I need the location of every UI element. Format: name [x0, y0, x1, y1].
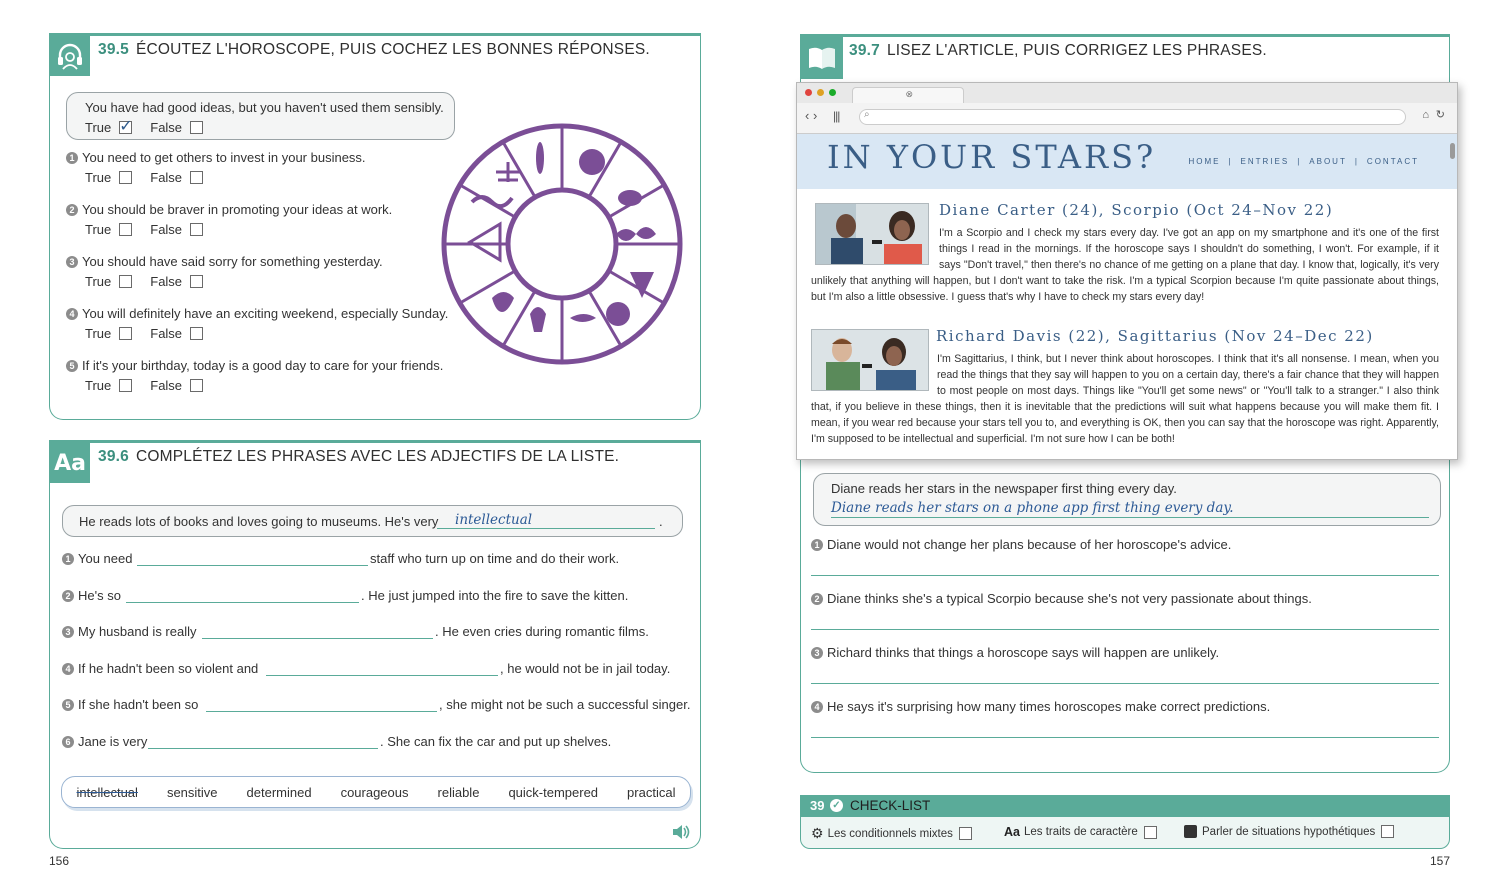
- word-bank: [61, 776, 691, 808]
- word-bank-item: courageous: [340, 784, 409, 800]
- item-number: 1: [62, 553, 74, 565]
- word-bank-item: quick-tempered: [508, 784, 599, 800]
- word-bank-item: determined: [246, 784, 312, 800]
- item-number: 6: [62, 736, 74, 748]
- exercise-39-5: [49, 33, 701, 420]
- nav-link-contact[interactable]: CONTACT: [1366, 157, 1419, 166]
- nav-link-home[interactable]: HOME: [1188, 157, 1221, 166]
- search-icon: ⌕: [864, 109, 870, 120]
- answer-blank[interactable]: [148, 748, 378, 749]
- answer-blank[interactable]: [126, 602, 359, 603]
- entry-text: I'm a Scorpio and I check my stars every day. I've got an app on my smartphone and it's one of the first things I read in the mornings. If the horoscope says I shouldn't do something, I won't. For example, if it says "Don't travel," then there's no chance of me getting on a plane that day. I know that, logically, it's very unlikely that anything will happen, but I don't want to take the risk. I'm a typical Scorpion because I'm quite passionate about things, but I'm also a little obsessive. I guess that's why I have to check my stars every day!: [811, 227, 1439, 303]
- item-number: 3: [811, 647, 823, 659]
- item-number: 4: [66, 308, 78, 320]
- nav-separator: |: [1297, 157, 1302, 166]
- item-number: 1: [66, 152, 78, 164]
- browser-window: [796, 82, 1458, 460]
- correction-statement: 2 Diane thinks she's a typical Scorpio because she's not very passionate about things.: [811, 591, 1312, 606]
- checkmark-icon: ✓: [119, 116, 133, 135]
- correction-statement: 3 Richard thinks that things a horoscope says will happen are unlikely.: [811, 645, 1219, 660]
- checklist-item: Aa Les traits de caractère: [1004, 825, 1157, 839]
- entry-name: Diane Carter (24), Scorpio (Oct 24–Nov 22): [939, 201, 1334, 219]
- true-checkbox[interactable]: [119, 379, 132, 392]
- true-false-row: True False: [85, 222, 203, 237]
- item-number: 2: [62, 590, 74, 602]
- check-circle-icon: ✓: [830, 799, 843, 812]
- example-correction-line: [831, 517, 1429, 518]
- example-sentence: He reads lots of books and loves going to museums. He's very: [79, 514, 439, 529]
- example-statement: You have had good ideas, but you haven't used them sensibly.: [85, 100, 444, 115]
- fill-sentence-start: 5 If she hadn't been so: [62, 697, 198, 712]
- exercise-title: 39.7 LISEZ L'ARTICLE, PUIS CORRIGEZ LES PHRASES.: [849, 42, 1267, 59]
- item-number: 2: [811, 593, 823, 605]
- example-box: [813, 473, 1441, 526]
- browser-tab[interactable]: [852, 87, 964, 104]
- item-number: 3: [62, 626, 74, 638]
- example-true-checkbox[interactable]: [119, 116, 133, 135]
- answer-line[interactable]: [811, 737, 1439, 738]
- checklist-item: ⚙ Les conditionnels mixtes: [811, 825, 972, 842]
- example-statement: Diane reads her stars in the newspaper first thing every day.: [831, 481, 1177, 496]
- answer-line[interactable]: [811, 629, 1439, 630]
- answer-blank[interactable]: [202, 638, 433, 639]
- book-icon: [801, 37, 843, 79]
- home-icon[interactable]: ⌂: [1422, 109, 1429, 121]
- fill-sentence-end: staff who turn up on time and do their work.: [370, 551, 620, 566]
- true-false-row: True False: [85, 326, 203, 341]
- answer-line[interactable]: [811, 683, 1439, 684]
- true-false-row: True False: [85, 274, 203, 289]
- close-dot-icon[interactable]: [805, 89, 812, 96]
- word-bank-item: reliable: [437, 784, 480, 800]
- item-number: 5: [62, 699, 74, 711]
- browser-titlebar: [797, 83, 1457, 103]
- scrollbar[interactable]: [1450, 143, 1455, 159]
- answer-blank[interactable]: [266, 675, 498, 676]
- fill-sentence-end: , she might not be such a successful singer.: [439, 697, 691, 712]
- nav-separator: |: [1228, 157, 1233, 166]
- tf-statement: 4 You will definitely have an exciting weekend, especially Sunday.: [66, 306, 448, 321]
- true-checkbox[interactable]: [119, 171, 132, 184]
- word-bank-item: sensitive: [166, 784, 218, 800]
- puzzle-icon: [1184, 825, 1197, 838]
- false-checkbox[interactable]: [190, 223, 203, 236]
- correction-statement: 4 He says it's surprising how many times horoscopes make correct predictions.: [811, 699, 1270, 714]
- nav-link-about[interactable]: ABOUT: [1309, 157, 1347, 166]
- example-box: [66, 92, 455, 140]
- example-answer-line: [437, 528, 655, 529]
- item-number: 1: [811, 539, 823, 551]
- item-number: 4: [811, 701, 823, 713]
- correction-statement: 1 Diane would not change her plans because of her horoscope's advice.: [811, 537, 1231, 552]
- word-bank-item: intellectual: [76, 784, 138, 800]
- back-forward-icon[interactable]: ‹ ›: [805, 108, 818, 123]
- answer-blank[interactable]: [206, 711, 437, 712]
- address-bar[interactable]: [859, 109, 1406, 125]
- tf-statement: 1 You need to get others to invest in your business.: [66, 150, 366, 165]
- tab-close-icon[interactable]: ⊗: [905, 89, 913, 99]
- headphones-icon: [50, 36, 90, 76]
- checklist-checkbox[interactable]: [959, 827, 972, 840]
- checklist-body: [800, 817, 1450, 849]
- site-title: IN YOUR STARS?: [827, 138, 1157, 176]
- nav-separator: |: [1354, 157, 1359, 166]
- fill-sentence-start: 6 Jane is very: [62, 734, 147, 749]
- checklist-checkbox[interactable]: [1144, 826, 1157, 839]
- example-answer: intellectual: [455, 512, 533, 528]
- false-checkbox[interactable]: [190, 379, 203, 392]
- site-nav: [1188, 157, 1419, 166]
- maximize-dot-icon[interactable]: [829, 89, 836, 96]
- fill-sentence-start: 3 My husband is really: [62, 624, 197, 639]
- true-checkbox[interactable]: [119, 327, 132, 340]
- exercise-39-6: [49, 440, 701, 849]
- minimize-dot-icon[interactable]: [817, 89, 824, 96]
- fill-sentence-start: 1 You need: [62, 551, 132, 566]
- word-bank-item: practical: [627, 784, 676, 800]
- true-false-row: True False: [85, 170, 203, 185]
- aa-icon: Aa: [1004, 825, 1020, 839]
- bookmarks-icon[interactable]: |||: [833, 109, 840, 123]
- aa-icon: Aa: [50, 443, 90, 483]
- entry-name: Richard Davis (22), Sagittarius (Nov 24–Dec 22): [936, 327, 1374, 345]
- fill-sentence-end: . He just jumped into the fire to save the kitten.: [361, 588, 629, 603]
- fill-sentence-end: . He even cries during romantic films.: [435, 624, 649, 639]
- false-checkbox[interactable]: [190, 327, 203, 340]
- fill-sentence-start: 2 He's so: [62, 588, 121, 603]
- item-number: 4: [62, 663, 74, 675]
- true-checkbox[interactable]: [119, 275, 132, 288]
- answer-line[interactable]: [811, 575, 1439, 576]
- exercise-title: 39.5 ÉCOUTEZ L'HOROSCOPE, PUIS COCHEZ LES BONNES RÉPONSES.: [98, 41, 650, 58]
- item-number: 5: [66, 360, 78, 372]
- checklist-item: Parler de situations hypothétiques: [1184, 825, 1394, 838]
- answer-blank[interactable]: [137, 565, 368, 566]
- item-number: 2: [66, 204, 78, 216]
- fill-sentence-end: , he would not be in jail today.: [500, 661, 671, 676]
- tf-statement: 5 If it's your birthday, today is a good day to care for your friends.: [66, 358, 443, 373]
- example-box: He reads lots of books and loves going to museums. He's very intellectual .: [62, 505, 683, 537]
- false-checkbox[interactable]: [190, 275, 203, 288]
- true-checkbox[interactable]: [119, 223, 132, 236]
- nav-link-entries[interactable]: ENTRIES: [1240, 157, 1290, 166]
- example-true-false: True ✓ False: [85, 120, 203, 135]
- entry-text: I'm Sagittarius, I think, but I never think about horoscopes. I think that it's all nonsense. I mean, when you read the things that they say will happen to you on a certain day, there's a fair chance that they will happen to most people on most days. Things like "You'll get some news" or "You'll talk to a stranger." I also think that, if you believe in these things, then it is inevitable that the predictions will suit what happens because you will make them fit. I mean, if you wear red because your stars tell you to, and everything is OK, then you can say that the horoscope was right. Apparently, I'm supposed to be intellectual and superficial. I'm not sure how I can be both!: [811, 353, 1439, 445]
- site-header: [797, 134, 1457, 189]
- browser-toolbar: [797, 103, 1457, 134]
- page-number-left: 156: [49, 854, 70, 868]
- reload-icon[interactable]: ↻: [1435, 109, 1445, 121]
- true-false-row: True False: [85, 378, 203, 393]
- fill-sentence-start: 4 If he hadn't been so violent and: [62, 661, 258, 676]
- false-checkbox[interactable]: [190, 171, 203, 184]
- speaker-icon[interactable]: [671, 824, 691, 840]
- gears-icon: ⚙: [811, 825, 824, 841]
- example-correction: Diane reads her stars on a phone app first thing every day.: [831, 500, 1234, 516]
- fill-sentence-end: . She can fix the car and put up shelves.: [380, 734, 612, 749]
- tf-statement: 3 You should have said sorry for something yesterday.: [66, 254, 383, 269]
- example-false-checkbox[interactable]: [190, 121, 203, 134]
- page-number-right: 157: [1430, 854, 1451, 868]
- item-number: 3: [66, 256, 78, 268]
- checklist-header: 39 ✓ CHECK-LIST: [800, 795, 1450, 817]
- tf-statement: 2 You should be braver in promoting your ideas at work.: [66, 202, 392, 217]
- checklist-checkbox[interactable]: [1381, 825, 1394, 838]
- exercise-title: 39.6 COMPLÉTEZ LES PHRASES AVEC LES ADJECTIFS DE LA LISTE.: [98, 448, 620, 465]
- zodiac-wheel-icon: [440, 122, 685, 367]
